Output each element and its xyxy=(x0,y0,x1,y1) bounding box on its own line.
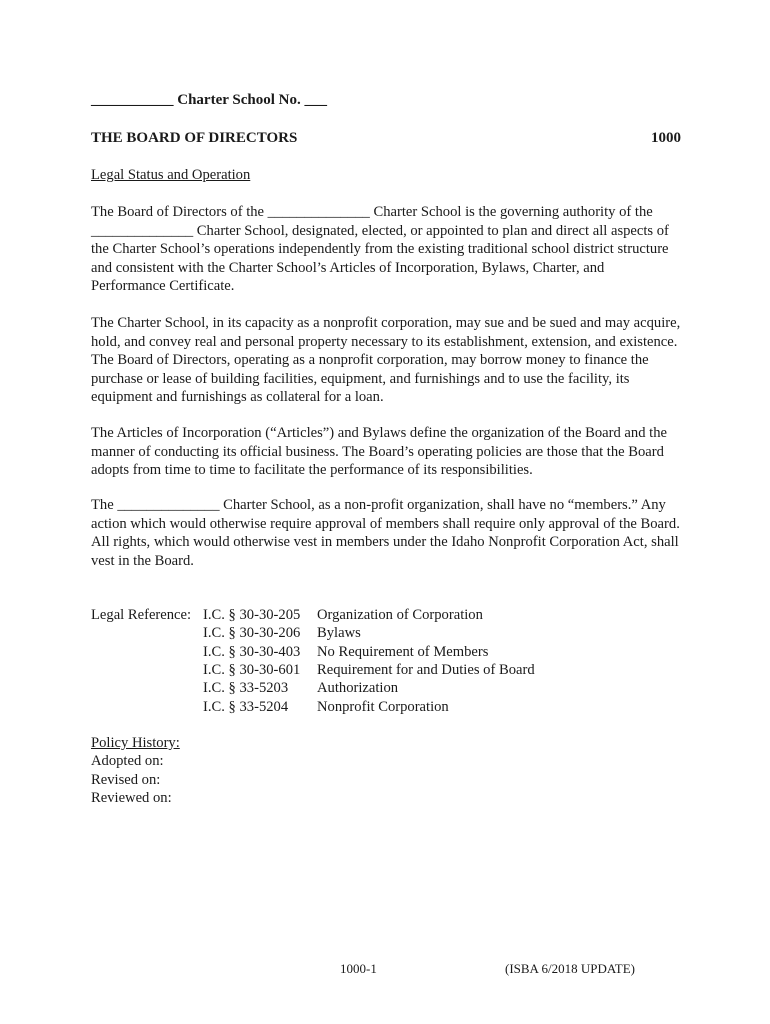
reference-title: Bylaws xyxy=(317,625,361,642)
reference-title: Organization of Corporation xyxy=(317,607,483,623)
footer-update-note: (ISBA 6/2018 UPDATE) xyxy=(505,961,636,976)
legal-reference-row xyxy=(203,661,535,679)
policy-number: 1000 xyxy=(651,130,681,146)
school-name-line: ___________ Charter School No. ___ xyxy=(91,92,327,108)
paragraph-nonprofit-capacity: The Charter School, in its capacity as a nonprofit corporation, may sue and be sued and may acquire, hold, and convey real and personal property necessary to its establishment, extension, and existence. The Board of Directors, operating as a nonprofit corporation, may borrow money to finance the purchase or lease of building facilities, equipment, and furnishings and to use the facility, its equipment and furnishings as collateral for a loan. xyxy=(91,315,681,405)
reference-code: I.C. § 30-30-403 xyxy=(203,643,301,660)
legal-reference-row xyxy=(203,698,449,716)
reference-code: I.C. § 30-30-205 xyxy=(203,607,301,623)
reference-code: I.C. § 30-30-206 xyxy=(203,625,301,642)
policy-history-title: Policy History: xyxy=(91,735,180,751)
reviewed-on-label: Reviewed on: xyxy=(91,789,172,806)
legal-reference-row xyxy=(203,624,361,642)
reference-code: I.C. § 33-5203 xyxy=(203,680,289,697)
paragraph-governing-authority: The Board of Directors of the ______________ Charter School is the governing authority of the ______________ Charter School, designated, elected, or appointed to plan and direct all aspects of the Charter School’s operations independently from the existing traditional school district structure and consistent with the Charter School’s Articles of Incorporation, Bylaws, Charter, and Performance Certificate. xyxy=(91,204,669,294)
paragraph-articles-bylaws: The Articles of Incorporation (“Articles”) and Bylaws define the organization of the Board and the manner of conducting its official business. The Board’s operating policies are those that the Board adopts from time to time to facilitate the performance of its responsibilities. xyxy=(91,425,667,478)
legal-reference-row xyxy=(203,606,483,624)
section-heading: Legal Status and Operation xyxy=(91,167,251,183)
reference-title: No Requirement of Members xyxy=(317,643,489,660)
paragraph-no-members: The ______________ Charter School, as a non-profit organization, shall have no “members.” Any action which would otherwise require approval of members shall require only approval of the Board. All rights, which would otherwise vest in members under the Idaho Nonprofit Corporation Act, shall vest in the Board. xyxy=(91,497,680,569)
revised-on-label: Revised on: xyxy=(91,771,161,788)
reference-code: I.C. § 33-5204 xyxy=(203,698,289,715)
legal-reference-label: Legal Reference: xyxy=(91,607,192,623)
footer-page-number: 1000-1 xyxy=(340,961,377,976)
policy-title: THE BOARD OF DIRECTORS xyxy=(91,130,298,146)
reference-title: Nonprofit Corporation xyxy=(317,698,449,715)
policy-title-row xyxy=(91,130,681,147)
reference-code: I.C. § 30-30-601 xyxy=(203,661,301,678)
legal-reference-row xyxy=(203,679,398,697)
reference-title: Authorization xyxy=(317,680,399,697)
legal-reference-row xyxy=(203,643,488,661)
reference-title: Requirement for and Duties of Board xyxy=(317,661,535,678)
adopted-on-label: Adopted on: xyxy=(91,753,164,770)
policy-history-block xyxy=(91,734,180,807)
